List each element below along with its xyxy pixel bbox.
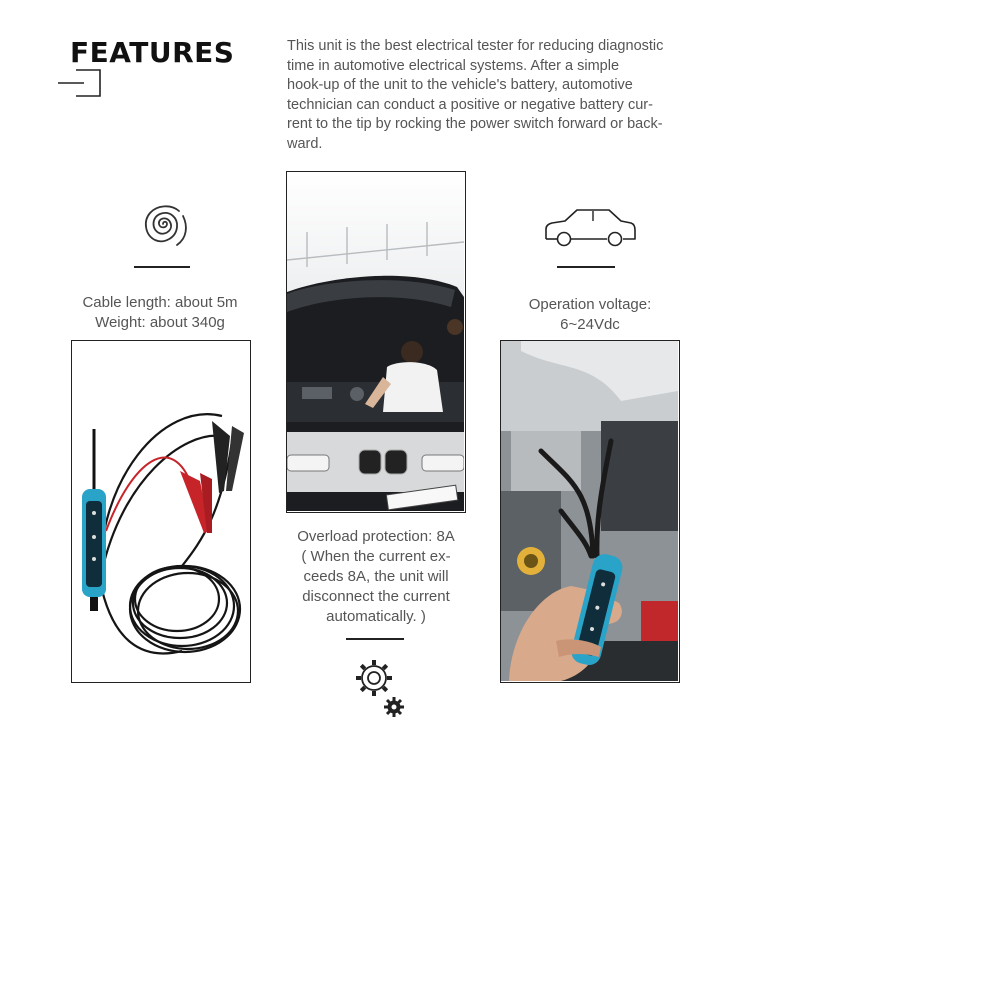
- divider: [346, 638, 404, 640]
- divider: [557, 266, 615, 268]
- login-icon: [58, 68, 104, 98]
- car-icon: [543, 205, 637, 249]
- spiral-icon: [133, 196, 199, 252]
- mechanic-photo: [286, 171, 466, 513]
- spec-overload: Overload protection: 8A ( When the current ex- ceeds 8A, the unit will disconnect the current automatically. ): [297, 528, 455, 625]
- page-title: FEATURES: [70, 36, 235, 69]
- tester-product-image: [71, 340, 251, 683]
- gears-icon: [352, 657, 408, 719]
- intro-paragraph: This unit is the best electrical tester for reducing diagnostic time in automotive electrical systems. After a simple hook-up of the unit to the vehicle's battery, automotive technician can conduct a positive or negative battery cur- rent to the tip by rocking the power switch forward or back- ward.: [287, 38, 664, 152]
- engine-photo: [500, 340, 680, 683]
- divider: [134, 266, 190, 268]
- spec-voltage: Operation voltage: 6~24Vdc: [528, 296, 652, 333]
- spec-cable-weight: Cable length: about 5m Weight: about 340g: [82, 294, 238, 331]
